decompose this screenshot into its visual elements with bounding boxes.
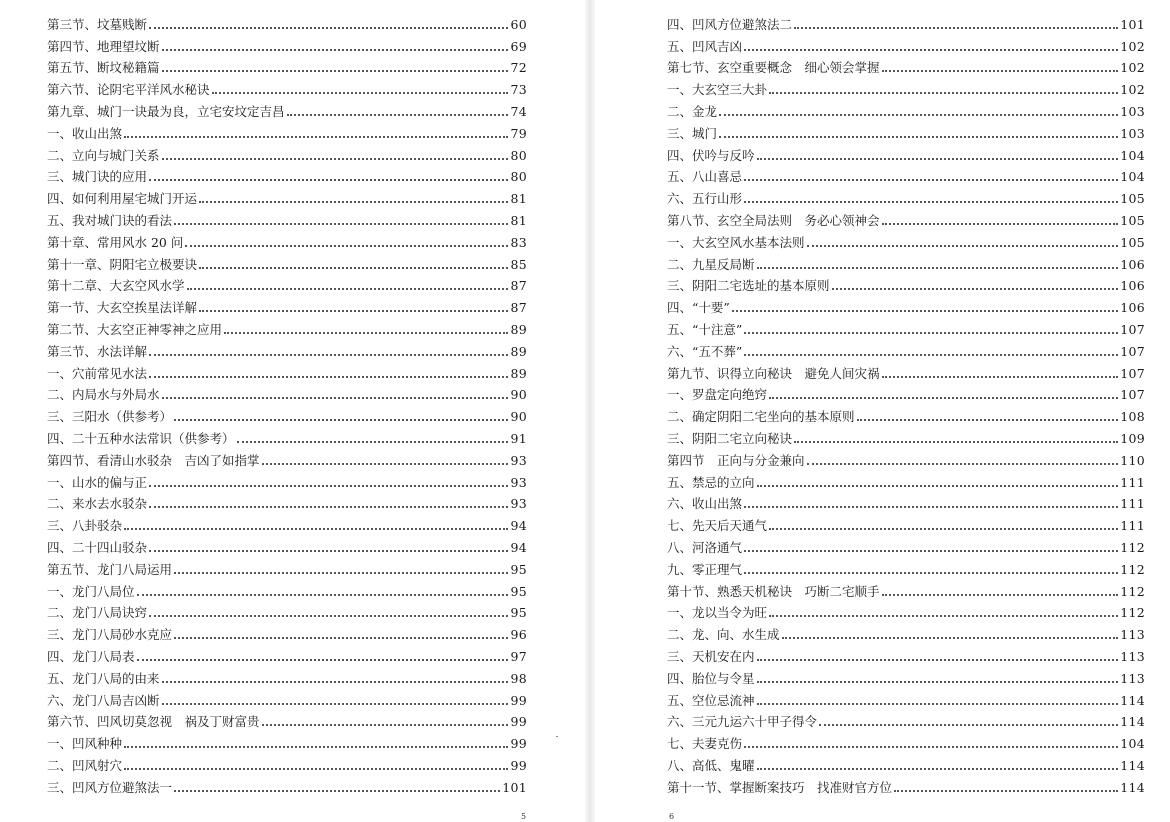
toc-entry	[667, 184, 1145, 206]
toc-entry	[47, 381, 527, 403]
dot-leader	[744, 198, 1118, 203]
toc-entry	[667, 402, 1145, 424]
toc-entry	[47, 228, 527, 250]
toc-entry-page: 80	[510, 147, 527, 163]
toc-entry	[667, 620, 1145, 642]
dot-leader	[149, 373, 508, 378]
toc-entry	[667, 424, 1145, 446]
dot-leader	[794, 24, 1118, 29]
toc-entry-page: 108	[1120, 409, 1145, 425]
toc-entry	[47, 577, 527, 599]
dot-leader	[149, 176, 508, 181]
toc-entry	[47, 642, 527, 664]
dot-leader	[757, 656, 1119, 661]
dot-leader	[174, 220, 508, 225]
dot-leader	[187, 285, 509, 290]
toc-entry	[667, 293, 1145, 315]
dot-leader	[832, 285, 1119, 290]
toc-entry-page: 105	[1120, 234, 1145, 250]
dot-leader	[162, 67, 509, 72]
toc-entry-title: 三、龙门八局砂水克应	[47, 627, 173, 643]
dot-leader	[882, 373, 1119, 378]
toc-entry-title: 四、“十要”	[667, 300, 730, 316]
toc-entry-title: 第一节、大玄空挨星法详解	[47, 300, 198, 316]
dot-leader	[124, 525, 508, 530]
toc-entry-page: 69	[510, 38, 527, 54]
toc-entry-page: 89	[510, 343, 527, 359]
dot-leader	[882, 220, 1119, 225]
toc-entry	[47, 272, 527, 294]
toc-entry-page: 81	[510, 191, 527, 207]
toc-entry-title: 第四节 正向与分金兼向	[667, 452, 805, 468]
toc-entry-title: 二、金龙	[667, 103, 718, 119]
dot-leader	[185, 242, 508, 247]
dot-leader	[149, 612, 508, 617]
dot-leader	[719, 111, 1118, 116]
toc-entry	[47, 533, 527, 555]
toc-entry	[47, 402, 527, 424]
toc-entry-title: 二、九星反局断	[667, 256, 755, 272]
toc-entry-page: 106	[1120, 256, 1145, 272]
toc-entry-title: 第三节、水法详解	[47, 343, 148, 359]
toc-entry-title: 三、城门诀的应用	[47, 169, 148, 185]
dot-leader	[262, 721, 509, 726]
dot-leader	[782, 634, 1119, 639]
toc-entry-page: 97	[510, 648, 527, 664]
toc-entry-title: 三、八卦驳杂	[47, 518, 123, 534]
toc-entry-page: 106	[1120, 300, 1145, 316]
toc-entry-title: 四、龙门八局表	[47, 648, 135, 664]
toc-entry-page: 89	[510, 365, 527, 381]
toc-entry	[667, 32, 1145, 54]
toc-entry	[667, 751, 1145, 773]
dot-leader	[162, 394, 509, 399]
book-gutter	[585, 0, 595, 822]
dot-leader	[744, 46, 1118, 51]
toc-entry-page: 111	[1120, 496, 1145, 512]
toc-entry-page: 95	[510, 583, 527, 599]
toc-entry-title: 三、三阳水（供参考）	[47, 409, 173, 425]
toc-entry	[667, 446, 1145, 468]
toc-entry-title: 二、立向与城门关系	[47, 147, 160, 163]
toc-entry	[667, 54, 1145, 76]
toc-entry	[47, 184, 527, 206]
toc-entry	[47, 751, 527, 773]
toc-entry	[667, 315, 1145, 337]
dot-leader	[732, 307, 1118, 312]
dot-leader	[744, 569, 1118, 574]
toc-entry-page: 91	[510, 430, 527, 446]
toc-entry-title: 一、大玄空三大卦	[667, 82, 768, 98]
dot-leader	[149, 503, 508, 508]
toc-entry-title: 四、伏吟与反吟	[667, 147, 755, 163]
left-toc-list	[47, 10, 527, 795]
toc-entry-page: 113	[1120, 627, 1145, 643]
toc-entry-page: 72	[510, 60, 527, 76]
toc-entry	[47, 75, 527, 97]
toc-entry-page: 101	[502, 779, 527, 795]
toc-entry-title: 二、龙、向、水生成	[667, 627, 780, 643]
toc-entry	[667, 729, 1145, 751]
toc-entry	[47, 620, 527, 642]
toc-entry	[47, 163, 527, 185]
toc-entry-page: 99	[510, 714, 527, 730]
dot-leader	[882, 591, 1119, 596]
dot-leader	[744, 351, 1118, 356]
toc-entry-page: 85	[510, 256, 527, 272]
toc-entry-title: 第十一章、阴阳宅立极要诀	[47, 256, 198, 272]
toc-entry-page: 107	[1120, 387, 1145, 403]
toc-entry	[47, 729, 527, 751]
toc-entry-page: 87	[510, 300, 527, 316]
toc-entry	[47, 315, 527, 337]
toc-entry-title: 三、城门	[667, 125, 718, 141]
toc-entry-title: 第四节、地理望坟断	[47, 38, 160, 54]
toc-entry-title: 六、三元九运六十甲子得令	[667, 714, 818, 730]
toc-entry	[47, 54, 527, 76]
dot-leader	[149, 482, 508, 487]
right-page	[595, 0, 1170, 822]
toc-entry	[667, 206, 1145, 228]
dot-leader	[757, 264, 1119, 269]
dot-leader	[162, 46, 509, 51]
dot-leader	[744, 743, 1118, 748]
toc-entry-title: 五、空位忌流神	[667, 692, 755, 708]
toc-entry	[667, 381, 1145, 403]
toc-entry-page: 105	[1120, 212, 1145, 228]
toc-entry	[667, 773, 1145, 795]
toc-entry-title: 二、内局水与外局水	[47, 387, 160, 403]
toc-entry	[667, 664, 1145, 686]
toc-entry-title: 第五节、龙门八局运用	[47, 561, 173, 577]
toc-entry	[47, 10, 527, 32]
right-page-number: 6	[669, 812, 675, 821]
toc-entry-page: 107	[1120, 343, 1145, 359]
toc-entry-page: 87	[510, 278, 527, 294]
toc-entry	[667, 533, 1145, 555]
toc-entry-title: 第九节、识得立向秘诀 避免人间灾祸	[667, 365, 880, 381]
toc-entry-title: 一、龙以当令为旺	[667, 605, 768, 621]
toc-entry-page: 96	[510, 627, 527, 643]
dot-leader	[757, 678, 1119, 683]
toc-entry-page: 101	[1120, 16, 1145, 32]
scan-speck	[556, 736, 558, 737]
toc-entry-page: 107	[1120, 321, 1145, 337]
toc-entry-page: 114	[1120, 714, 1145, 730]
toc-entry-page: 93	[510, 452, 527, 468]
toc-entry-page: 93	[510, 474, 527, 490]
toc-entry-title: 五、龙门八局的由来	[47, 670, 160, 686]
toc-entry	[667, 468, 1145, 490]
toc-entry-title: 一、凹风种种	[47, 736, 123, 752]
toc-entry-page: 81	[510, 212, 527, 228]
toc-entry-title: 二、龙门八局诀窍	[47, 605, 148, 621]
toc-entry-title: 六、“五不葬”	[667, 343, 743, 359]
dot-leader	[744, 329, 1118, 334]
dot-leader	[237, 438, 509, 443]
toc-entry-page: 102	[1120, 38, 1145, 54]
toc-entry	[47, 468, 527, 490]
toc-entry	[667, 555, 1145, 577]
toc-entry-page: 79	[510, 125, 527, 141]
dot-leader	[174, 634, 508, 639]
toc-entry	[47, 32, 527, 54]
toc-entry-page: 113	[1120, 670, 1145, 686]
toc-entry-title: 二、确定阴阳二宅坐向的基本原则	[667, 409, 855, 425]
dot-leader	[174, 416, 508, 421]
toc-entry	[667, 97, 1145, 119]
toc-entry-title: 一、山水的偏与正	[47, 474, 148, 490]
toc-entry-page: 94	[510, 539, 527, 555]
toc-entry	[47, 599, 527, 621]
toc-entry	[667, 141, 1145, 163]
toc-entry-page: 110	[1120, 452, 1145, 468]
toc-entry	[47, 250, 527, 272]
toc-entry	[47, 708, 527, 730]
toc-entry-page: 95	[510, 605, 527, 621]
dot-leader	[794, 438, 1118, 443]
dot-leader	[199, 198, 508, 203]
toc-entry-title: 二、凹风射穴	[47, 757, 123, 773]
toc-entry-title: 第四节、看清山水驳杂 吉凶了如指掌	[47, 452, 260, 468]
toc-entry	[667, 272, 1145, 294]
toc-entry-title: 六、收山出煞	[667, 496, 743, 512]
dot-leader	[757, 155, 1119, 160]
toc-entry-page: 90	[510, 409, 527, 425]
dot-leader	[769, 89, 1118, 94]
dot-leader	[744, 503, 1118, 508]
dot-leader	[262, 460, 509, 465]
toc-entry	[667, 511, 1145, 533]
toc-entry-title: 第十二章、大玄空风水学	[47, 278, 185, 294]
toc-entry-title: 七、先天后天通气	[667, 518, 768, 534]
toc-entry-title: 第三节、坟墓贱断	[47, 16, 148, 32]
toc-entry	[667, 686, 1145, 708]
dot-leader	[174, 787, 500, 792]
dot-leader	[757, 765, 1119, 770]
toc-entry-page: 105	[1120, 191, 1145, 207]
toc-entry-page: 80	[510, 169, 527, 185]
toc-entry-title: 四、二十五种水法常识（供参考）	[47, 430, 235, 446]
toc-entry	[47, 490, 527, 512]
dot-leader	[149, 351, 508, 356]
dot-leader	[212, 89, 509, 94]
toc-entry-title: 三、凹风方位避煞法一	[47, 779, 173, 795]
toc-entry	[47, 664, 527, 686]
dot-leader	[769, 612, 1118, 617]
toc-entry-title: 四、二十四山驳杂	[47, 539, 148, 555]
toc-entry-title: 三、天机安在内	[667, 648, 755, 664]
toc-entry-title: 第九章、城门一诀最为良，立宅安坟定吉昌	[47, 103, 285, 119]
toc-entry	[47, 337, 527, 359]
toc-entry-title: 三、阴阳二宅立向秘诀	[667, 430, 793, 446]
toc-entry	[47, 555, 527, 577]
toc-entry-page: 74	[510, 103, 527, 119]
toc-entry-title: 六、五行山形	[667, 191, 743, 207]
toc-entry-title: 四、凹风方位避煞法二	[667, 16, 793, 32]
toc-entry-title: 五、八山喜忌	[667, 169, 743, 185]
toc-entry-title: 五、“十注意”	[667, 321, 743, 337]
dot-leader	[174, 569, 508, 574]
toc-entry-title: 一、收山出煞	[47, 125, 123, 141]
dot-leader	[719, 133, 1118, 138]
toc-entry-page: 90	[510, 387, 527, 403]
toc-entry-title: 第十节、熟悉天机秘诀 巧断二宅顺手	[667, 583, 880, 599]
toc-entry-title: 第二节、大玄空正神零神之应用	[47, 321, 223, 337]
dot-leader	[287, 111, 509, 116]
toc-entry	[667, 599, 1145, 621]
dot-leader	[137, 656, 509, 661]
toc-entry	[47, 773, 527, 795]
toc-entry-page: 99	[510, 736, 527, 752]
toc-entry	[47, 119, 527, 141]
toc-entry	[667, 250, 1145, 272]
toc-entry-page: 95	[510, 561, 527, 577]
dot-leader	[757, 482, 1119, 487]
toc-entry	[667, 228, 1145, 250]
toc-entry	[667, 119, 1145, 141]
dot-leader	[882, 67, 1119, 72]
toc-entry-title: 第六节、论阴宅平洋风水秘诀	[47, 82, 210, 98]
toc-entry	[667, 708, 1145, 730]
toc-entry-page: 114	[1120, 757, 1145, 773]
toc-entry	[47, 359, 527, 381]
toc-entry-page: 104	[1120, 169, 1145, 185]
toc-entry-title: 一、大玄空风水基本法则	[667, 234, 805, 250]
dot-leader	[224, 329, 508, 334]
toc-entry-page: 89	[510, 321, 527, 337]
toc-entry	[667, 10, 1145, 32]
toc-entry-title: 八、高低、鬼曜	[667, 757, 755, 773]
toc-entry-page: 112	[1120, 583, 1145, 599]
dot-leader	[149, 24, 508, 29]
toc-entry-page: 99	[510, 692, 527, 708]
toc-entry	[47, 446, 527, 468]
toc-entry-page: 93	[510, 496, 527, 512]
dot-leader	[124, 765, 508, 770]
toc-entry-page: 94	[510, 518, 527, 534]
toc-entry-page: 112	[1120, 561, 1145, 577]
toc-entry-title: 九、零正理气	[667, 561, 743, 577]
toc-entry-page: 98	[510, 670, 527, 686]
toc-entry-page: 111	[1120, 474, 1145, 490]
toc-entry-page: 112	[1120, 605, 1145, 621]
toc-entry-title: 第八节、玄空全局法则 务必心领神会	[667, 212, 880, 228]
dot-leader	[124, 743, 508, 748]
toc-entry-title: 一、罗盘定向绝窍	[667, 387, 768, 403]
toc-entry	[47, 511, 527, 533]
toc-entry-title: 七、夫妻克伤	[667, 736, 743, 752]
toc-entry-title: 第五节、断坟秘籍篇	[47, 60, 160, 76]
toc-entry-title: 六、龙门八局吉凶断	[47, 692, 160, 708]
dot-leader	[162, 678, 509, 683]
toc-entry-page: 103	[1120, 103, 1145, 119]
toc-entry	[667, 577, 1145, 599]
toc-entry-title: 二、来水去水驳杂	[47, 496, 148, 512]
toc-entry-title: 第七节、玄空重要概念 细心领会掌握	[667, 60, 880, 76]
dot-leader	[162, 155, 509, 160]
toc-entry-title: 四、如何利用屋宅城门开运	[47, 191, 198, 207]
toc-entry-page: 112	[1120, 539, 1145, 555]
toc-entry-page: 109	[1120, 430, 1145, 446]
toc-entry-title: 五、我对城门诀的看法	[47, 212, 173, 228]
dot-leader	[162, 700, 509, 705]
toc-entry	[47, 293, 527, 315]
toc-entry-page: 73	[510, 82, 527, 98]
toc-entry-title: 第十章、常用风水 20 问	[47, 234, 184, 250]
toc-entry	[667, 642, 1145, 664]
toc-entry	[667, 75, 1145, 97]
right-toc-list	[667, 10, 1145, 795]
toc-entry-page: 104	[1120, 147, 1145, 163]
dot-leader	[149, 547, 508, 552]
toc-entry-title: 一、龙门八局位	[47, 583, 135, 599]
dot-leader	[807, 460, 1119, 465]
dot-leader	[807, 242, 1119, 247]
toc-entry	[47, 206, 527, 228]
dot-leader	[744, 176, 1118, 181]
dot-leader	[744, 547, 1118, 552]
toc-entry	[47, 141, 527, 163]
left-page-number: 5	[521, 812, 527, 821]
toc-entry	[47, 424, 527, 446]
toc-entry	[667, 490, 1145, 512]
toc-entry-title: 五、禁忌的立向	[667, 474, 755, 490]
dot-leader	[124, 133, 508, 138]
toc-entry	[667, 359, 1145, 381]
toc-entry-title: 一、穴前常见水法	[47, 365, 148, 381]
dot-leader	[199, 307, 508, 312]
toc-entry-page: 104	[1120, 736, 1145, 752]
toc-entry-page: 99	[510, 757, 527, 773]
toc-entry-page: 102	[1120, 82, 1145, 98]
dot-leader	[819, 721, 1118, 726]
dot-leader	[769, 394, 1118, 399]
toc-entry-title: 四、胎位与令星	[667, 670, 755, 686]
toc-entry-title: 五、凹风吉凶	[667, 38, 743, 54]
dot-leader	[769, 525, 1118, 530]
toc-entry-page: 60	[510, 16, 527, 32]
toc-entry-title: 八、河洛通气	[667, 539, 743, 555]
toc-entry-page: 106	[1120, 278, 1145, 294]
dot-leader	[894, 787, 1118, 792]
toc-entry	[47, 97, 527, 119]
toc-entry	[667, 163, 1145, 185]
toc-entry-page: 107	[1120, 365, 1145, 381]
dot-leader	[757, 700, 1119, 705]
dot-leader	[857, 416, 1119, 421]
dot-leader	[199, 264, 508, 269]
toc-entry-page: 103	[1120, 125, 1145, 141]
toc-entry-page: 114	[1120, 779, 1145, 795]
toc-entry-page: 83	[510, 234, 527, 250]
toc-entry-page: 113	[1120, 648, 1145, 664]
toc-entry	[667, 337, 1145, 359]
toc-entry-title: 第十一节、掌握断案技巧 找准财官方位	[667, 779, 893, 795]
toc-entry-page: 102	[1120, 60, 1145, 76]
dot-leader	[137, 591, 509, 596]
toc-entry-title: 三、阴阳二宅选址的基本原则	[667, 278, 830, 294]
toc-entry-page: 111	[1120, 518, 1145, 534]
toc-entry-page: 114	[1120, 692, 1145, 708]
toc-entry-title: 第六节、凹风切莫忽视 祸及丁财富贵	[47, 714, 260, 730]
toc-entry	[47, 686, 527, 708]
